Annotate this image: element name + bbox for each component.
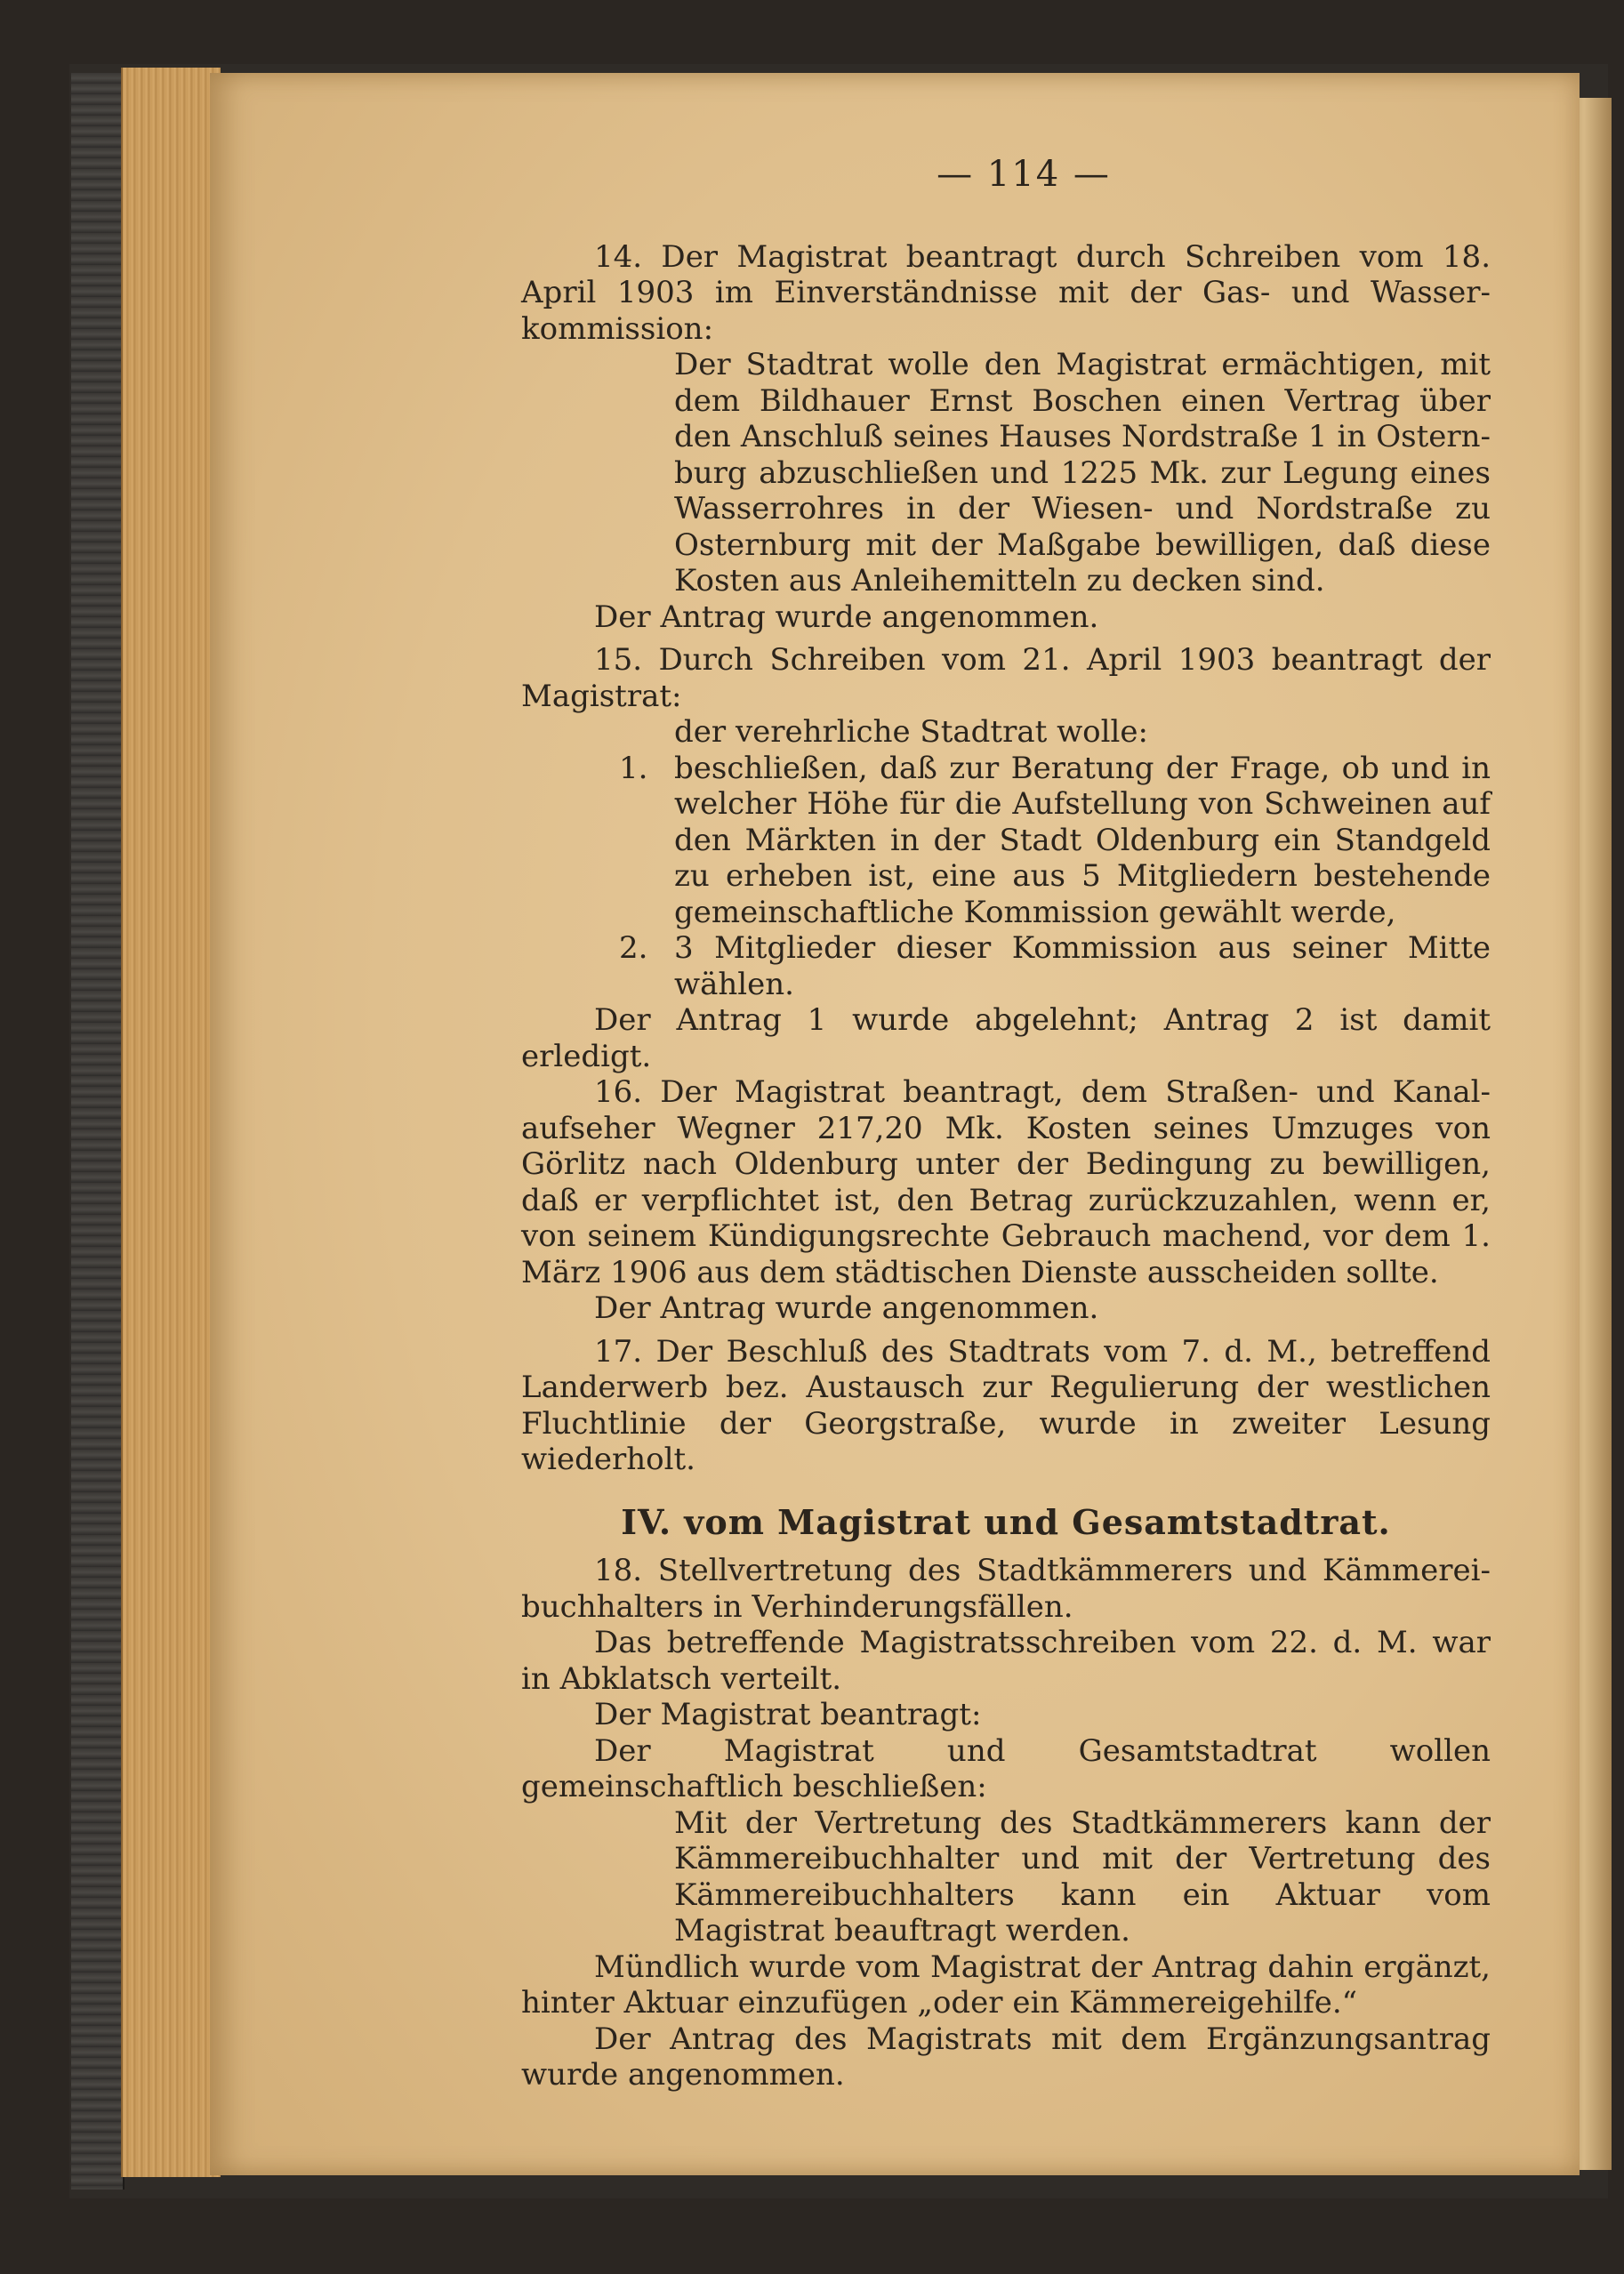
section-heading: IV. vom Magistrat und Gesamtstadtrat. [621,1501,1391,1542]
page-text [521,154,1491,2093]
item-15-lead: der verehrliche Stadtrat wolle: [674,714,1148,750]
item-14-result: Der Antrag wurde angenommen. [594,599,1099,635]
item-18-request: Der Magistrat beantragt: [594,1697,982,1732]
item-18-result: Der Antrag des Magistrats mit dem Ergänzungsantrag wurde angenommen. [521,2021,1491,2093]
page-number: — 114 — [937,154,1111,195]
item-14-intro: 14. Der Magistrat beantragt durch Schreiben vom 18. April 1903 im Einverständnisse mit der Gas- und Wasser-kommission: [521,238,1491,347]
item-15-point-2-number: 2. [619,930,648,966]
item-15-point-2 [521,930,1491,1002]
item-16-intro: 16. Der Magistrat beantragt, dem Straßen- und Kanal-aufseher Wegner 217,20 Mk. Kosten seines Umzuges von Görlitz nach Oldenburg unter der Bedingung zu bewilligen, daß er verpflichtet ist, den Betrag zurückzuzahlen, wenn er, von seinem Kündigungsrechte Gebrauch machend, vor dem 1. März 1906 aus dem städtischen Dienste ausscheiden sollte. [521,1074,1491,1290]
item-15-intro: 15. Durch Schreiben vom 21. April 1903 beantragt der Magistrat: [521,642,1491,714]
item-18-distributed: Das betreffende Magistratsschreiben vom 22. d. M. war in Abklatsch verteilt. [521,1625,1491,1697]
item-15-point-1-text: beschließen, daß zur Beratung der Frage, ob und in welcher Höhe für die Aufstellung von Schweinen auf den Märkten in der Stadt Oldenburg ein Standgeld zu erheben ist, eine aus 5 Mitgliedern bestehende gemeinschaftliche Kommission gewählt werde, [674,750,1491,930]
item-15-point-1-number: 1. [619,750,648,786]
item-15-point-1 [521,751,1491,931]
item-18-intro: 18. Stellvertretung des Stadtkämmerers und Kämmerei-buchhalters in Verhinderungsfällen. [521,1553,1491,1625]
item-15-result: Der Antrag 1 wurde abgelehnt; Antrag 2 ist damit erledigt. [521,1002,1491,1074]
book-spine [71,73,125,2190]
item-17-text: 17. Der Beschluß des Stadtrats vom 7. d. M., betreffend Landerwerb bez. Austausch zur Regulierung der westlichen Fluchtlinie der Georgstraße, wurde in zweiter Lesung wiederholt. [521,1333,1491,1477]
page-edges [121,68,221,2177]
item-16-result: Der Antrag wurde angenommen. [594,1290,1099,1326]
item-18-joint: Der Magistrat und Gesamtstadtrat wollen gemeinschaftlich beschließen: [521,1732,1491,1804]
item-18-quote: Mit der Vertretung des Stadtkämmerers kann der Kämmereibuchhalter und mit der Vertretung des Kämmereibuchhalters kann ein Aktuar vom Magistrat beauftragt werden. [674,1804,1491,1949]
item-15-point-2-text: 3 Mitglieder dieser Kommission aus seiner Mitte wählen. [674,930,1491,1002]
item-14-quote: Der Stadtrat wolle den Magistrat ermächtigen, mit dem Bildhauer Ernst Boschen einen Vertrag über den Anschluß seines Hauses Nordstraße 1 in Ostern-burg abzuschließen und 1225 Mk. zur Legung eines Wasserrohres in der Wiesen- und Nordstraße zu Osternburg mit der Maßgabe bewilligen, daß diese Kosten aus Anleihemitteln zu decken sind. [674,347,1491,599]
item-18-amendment: Mündlich wurde vom Magistrat der Antrag dahin ergänzt, hinter Aktuar einzufügen „oder ein Kämmereigehilfe.“ [521,1949,1491,2021]
